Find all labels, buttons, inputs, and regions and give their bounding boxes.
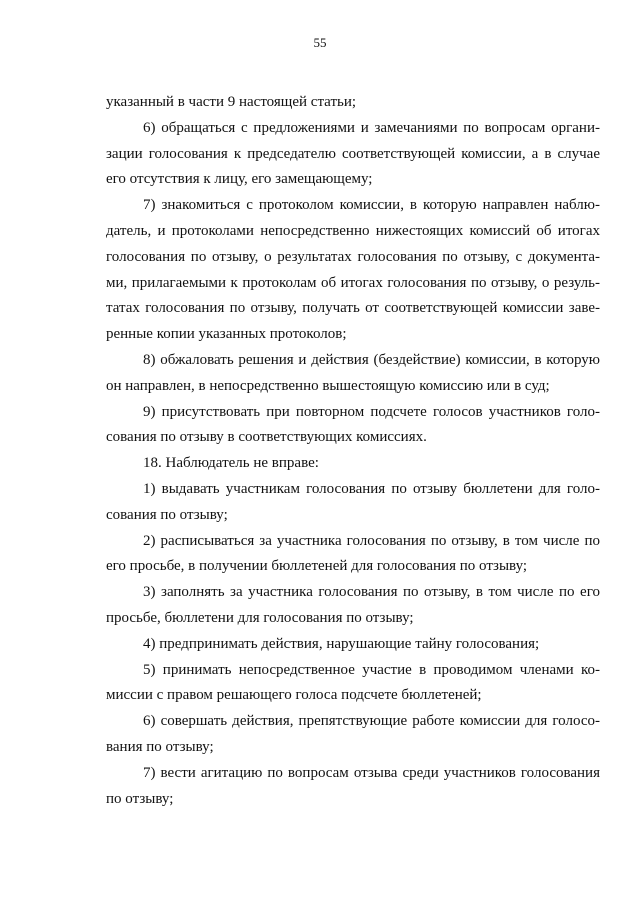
text-line: он направлен, в непосредственно вышестоящую комиссию или в суд; — [106, 377, 550, 394]
text-line: сования по отзыву в соответствующих комиссиях. — [106, 429, 427, 446]
text-line: 2) расписываться за участника голосования по отзыву, в том числе по — [143, 532, 600, 549]
page-number: 55 — [313, 35, 327, 50]
text-line: ми, прилагаемыми к протоколам об итогах голосования по отзыву, о резуль- — [106, 274, 600, 291]
text-line: просьбе, бюллетени для голосования по отзыву; — [106, 609, 414, 626]
text-line: его отсутствия к лицу, его замещающему; — [106, 171, 373, 188]
text-line: 9) присутствовать при повторном подсчете голосов участников голо- — [143, 403, 600, 420]
text-line: татах голосования по отзыву, получать от соответствующей комиссии заве- — [106, 300, 600, 317]
text-line: по отзыву; — [106, 790, 174, 807]
text-line: 7) знакомиться с протоколом комиссии, в которую направлен наблю- — [143, 197, 600, 214]
text-line: датель, и протоколами непосредственно нижестоящих комиссий об итогах — [106, 222, 600, 239]
body-text — [106, 90, 600, 812]
text-line: вания по отзыву; — [106, 738, 214, 755]
text-line: 7) вести агитацию по вопросам отзыва среди участников голосования — [143, 764, 600, 781]
text-line: сования по отзыву; — [106, 506, 228, 523]
text-line: 3) заполнять за участника голосования по отзыву, в том числе по его — [143, 584, 600, 601]
text-line: указанный в части 9 настоящей статьи; — [106, 94, 357, 110]
text-line: 6) обращаться с предложениями и замечаниями по вопросам органи- — [143, 119, 600, 136]
text-line: 6) совершать действия, препятствующие работе комиссии для голосо- — [143, 713, 600, 730]
text-line: 5) принимать непосредственное участие в проводимом членами ко- — [143, 661, 600, 678]
text-line: 1) выдавать участникам голосования по отзыву бюллетени для голо- — [143, 480, 600, 497]
text-line: голосования по отзыву, о результатах голосования по отзыву, с документа- — [106, 248, 600, 265]
text-line: его просьбе, в получении бюллетеней для голосования по отзыву; — [106, 558, 528, 575]
text-line: 4) предпринимать действия, нарушающие тайну голосования; — [143, 635, 540, 652]
text-line: миссии с правом решающего голоса подсчете бюллетеней; — [106, 687, 482, 704]
text-line: 18. Наблюдатель не вправе: — [143, 455, 319, 472]
text-line: ренные копии указанных протоколов; — [106, 326, 347, 343]
text-line: 8) обжаловать решения и действия (бездействие) комиссии, в которую — [143, 351, 600, 368]
text-line: зации голосования к председателю соответствующей комиссии, а в случае — [106, 145, 600, 162]
